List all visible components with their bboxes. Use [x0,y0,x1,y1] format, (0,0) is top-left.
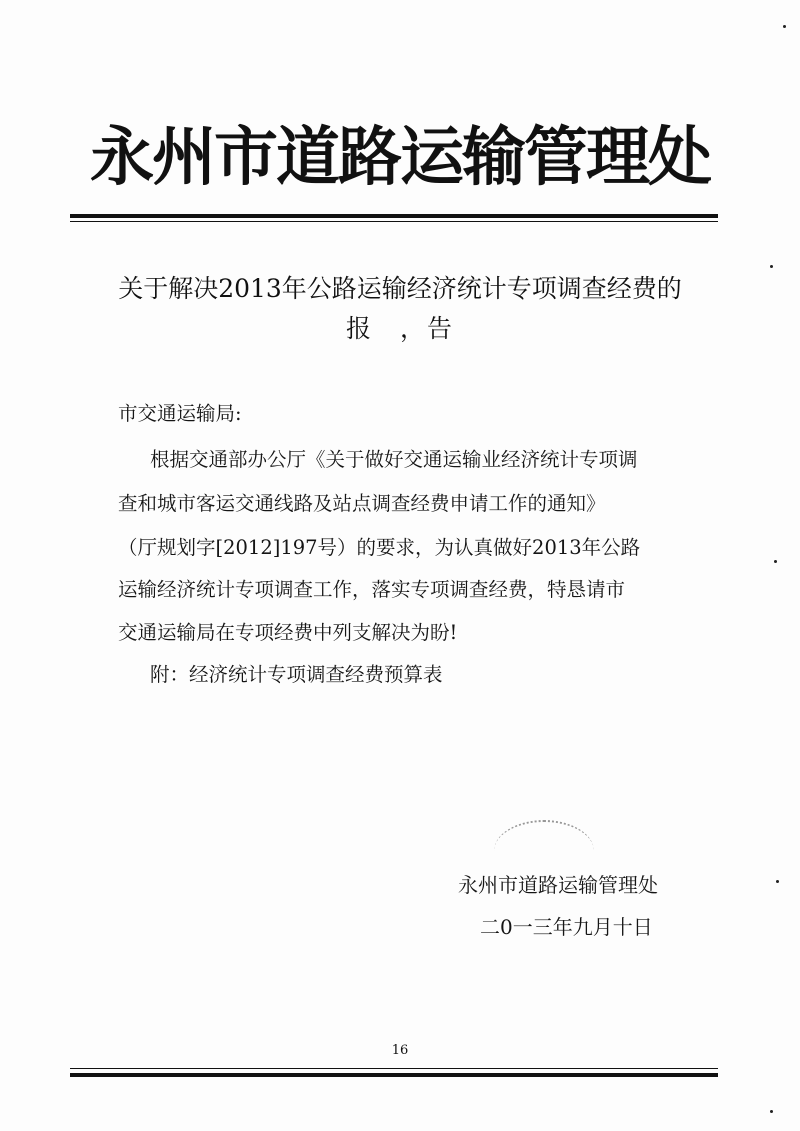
attachment-line: 附：经济统计专项调查经费预算表 [150,663,443,686]
body-line-4: 运输经济统计专项调查工作，落实专项调查经费，特恳请市 [118,578,626,601]
body-line-3: （厅规划字[2012]197号）的要求，为认真做好2013年公路 [118,536,641,559]
footer-rule-thin [70,1068,718,1069]
salutation: 市交通运输局: [118,402,242,425]
scan-speck [770,265,773,268]
body-line-1: 根据交通部办公厅《关于做好交通运输业经济统计专项调 [150,448,638,471]
letterhead-rule-thin [70,221,718,222]
letterhead-title: 永州市道路运输管理处 [90,121,710,195]
scan-speck [776,880,779,883]
body-line-2: 查和城市客运交通线路及站点调查经费申请工作的通知》 [118,492,606,515]
body-line-5: 交通运输局在专项经费中列支解决为盼! [118,621,458,644]
footer-rule-thick [70,1073,718,1077]
page-number: 16 [391,1043,409,1058]
scan-speck [770,1110,773,1113]
scan-speck [774,560,777,563]
scan-speck [783,25,786,28]
signature-organization: 永州市道路运输管理处 [458,873,658,897]
document-title-line-2: 报 ，告 [345,314,454,343]
signature-date: 二0一三年九月十日 [480,915,653,939]
letterhead-rule-thick [70,214,718,218]
document-title-line-1: 关于解决2013年公路运输经济统计专项调查经费的 [118,274,682,303]
